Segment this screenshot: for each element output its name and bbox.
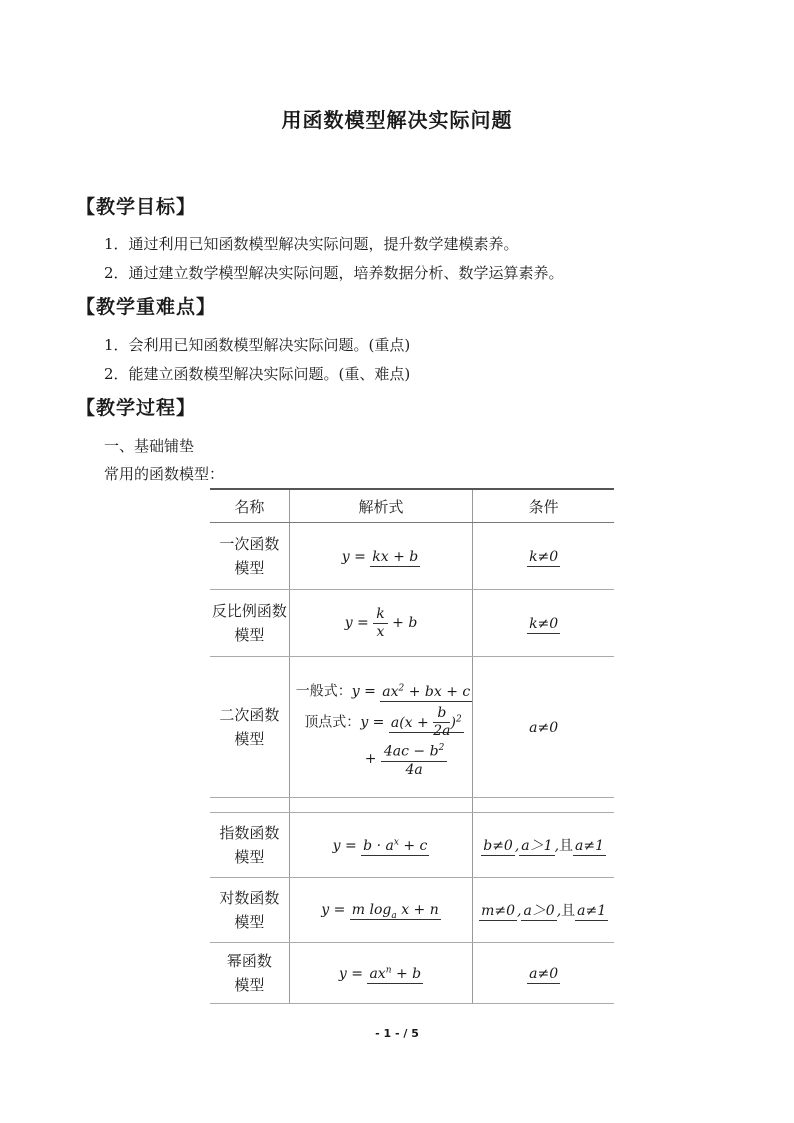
section-heading-process: 【教学过程】 [76,397,197,419]
table-row [210,878,614,943]
objective-item-1: 1．通过利用已知函数模型解决实际问题，提升数学建模素养。 [104,235,519,253]
logarithmic-formula: y = m $\log_a x + n$ [289,878,473,943]
table-row [210,657,614,798]
row-condition: k≠0 [473,523,614,590]
row-condition: a≠0 [473,657,614,798]
table-row [210,590,614,657]
function-models-table [210,488,614,1004]
row-name: 反比例函数 模型 [210,590,289,657]
table-row [210,523,614,590]
header-condition: 条件 [473,489,614,523]
sub-heading-basics: 一、基础铺垫 [104,437,195,455]
table-row [210,813,614,878]
inverse-formula: y = $\frac{k}{x}$ + b [289,590,473,657]
page-title: 用函数模型解决实际问题 [281,108,513,132]
row-name: 对数函数 模型 [210,878,289,943]
row-condition: m≠0 , a＞0 ,且 a≠1 [473,878,614,943]
exponential-formula: $y = b \cdot a^x + c$ [289,813,473,878]
table-header-row [210,489,614,523]
key-point-item-2: 2．能建立函数模型解决实际问题。(重、难点) [104,365,411,383]
intro-text: 常用的函数模型： [104,465,225,483]
row-name: 一次函数 模型 [210,523,289,590]
row-name: 二次函数 模型 [210,657,289,798]
section-heading-objectives: 【教学目标】 [76,196,197,218]
row-name: 幂函数 模型 [210,943,289,1004]
key-point-item-1: 1．会利用已知函数模型解决实际问题。(重点) [104,336,411,354]
quadratic-formulas: 一般式：$y = ax^2$ + bx + c 顶点式：y = a(x + $\frac{b}{2a}$ )$^2$ + $\frac{4ac - b^2}{4a}$ [289,657,473,798]
linear-formula: y = kx + b [289,523,473,590]
table-gap-row [210,798,614,813]
power-formula: $y = ax^n + b$ [289,943,473,1004]
header-expression: 解析式 [289,489,473,523]
row-condition: a≠0 [473,943,614,1004]
table-row [210,943,614,1004]
header-name: 名称 [210,489,289,523]
row-name: 指数函数 模型 [210,813,289,878]
section-heading-key-points: 【教学重难点】 [76,296,217,318]
page-number: - 1 - / 5 [375,1027,419,1040]
objective-item-2: 2．通过建立数学模型解决实际问题，培养数据分析、数学运算素养。 [104,264,564,282]
row-condition: b≠0 , a＞1 ,且 a≠1 [473,813,614,878]
row-condition: k≠0 [473,590,614,657]
